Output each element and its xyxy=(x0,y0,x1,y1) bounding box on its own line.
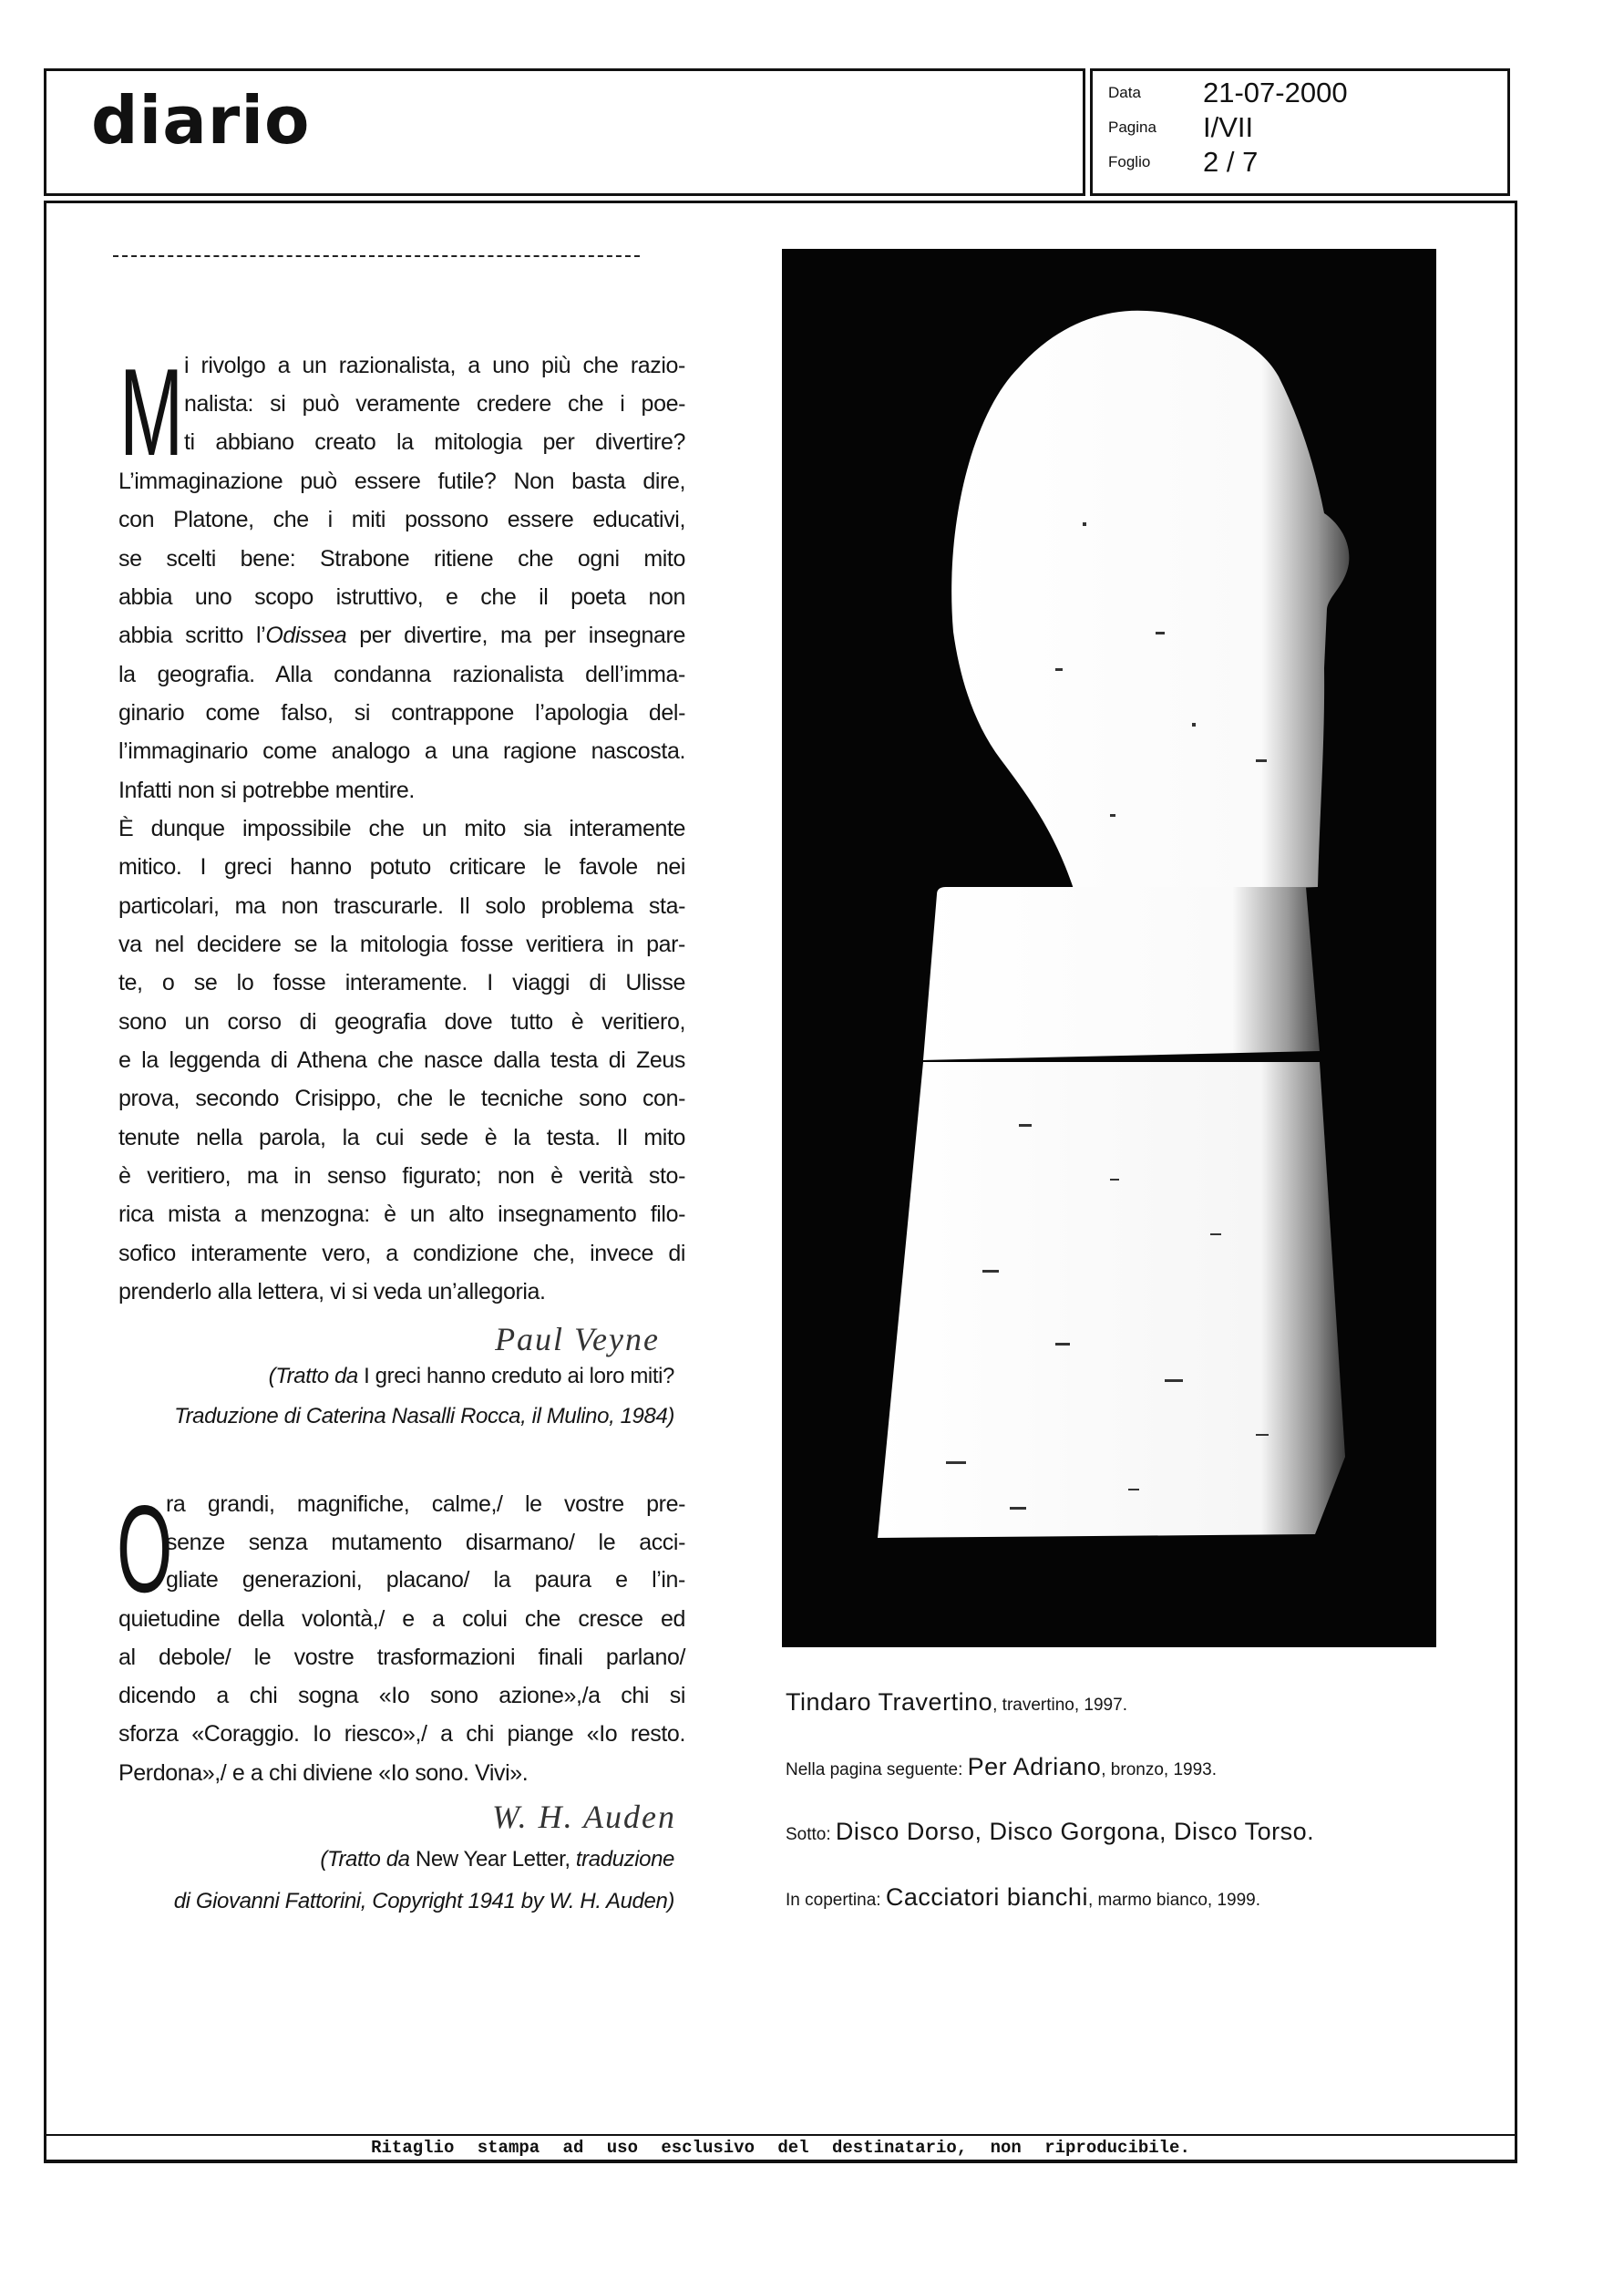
text-line: e la leggenda di Athena che nasce dalla testa di Zeus xyxy=(118,1047,685,1073)
text-line: rica mista a menzogna: è un alto insegnamento filo- xyxy=(118,1201,685,1227)
text-line: è veritiero, ma in senso figurato; non è verità sto- xyxy=(118,1163,685,1189)
dropcap-o: O xyxy=(117,1480,173,1618)
caption-prefix: Sotto: xyxy=(786,1825,836,1844)
artwork-title: Tindaro Travertino xyxy=(786,1688,993,1716)
source-attribution-auden-2: di Giovanni Fattorini, Copyright 1941 by W. H. Auden) xyxy=(173,1889,674,1913)
newspaper-logo: diario xyxy=(91,82,311,159)
text-line: L’immaginazione può essere futile? Non basta dire, xyxy=(118,469,685,494)
source-attribution-veyne-1 xyxy=(269,1364,674,1389)
meta-value-page: I/VII xyxy=(1203,111,1254,143)
meta-value-date: 21-07-2000 xyxy=(1203,77,1348,108)
text-line: ti abbiano creato la mitologia per divertire? xyxy=(184,429,685,455)
text-line: prova, secondo Crisippo, che le tecniche sono con- xyxy=(118,1086,685,1111)
text-line: ginario come falso, si contrappone l’apologia del- xyxy=(118,700,685,726)
text-line: nalista: si può veramente credere che i poe- xyxy=(184,391,685,417)
text-line: l’immaginario come analogo a una ragione nascosta. xyxy=(118,738,685,764)
artwork-title: Disco Dorso, Disco Gorgona, Disco Torso. xyxy=(835,1818,1315,1845)
text-line-odissea xyxy=(118,616,685,655)
text-line: Infatti non si potrebbe mentire. xyxy=(118,778,415,803)
text-line: particolari, ma non trascurarle. Il solo problema sta- xyxy=(118,893,685,919)
caption-dischi xyxy=(786,1818,1314,1846)
text-line: prenderlo alla lettera, vi si veda un’allegoria. xyxy=(118,1279,546,1304)
meta-label-pagina: Pagina xyxy=(1108,119,1156,136)
text-line: senze senza mutamento disarmano/ le acci- xyxy=(166,1530,685,1555)
attr-book-title: I greci hanno creduto ai loro miti? xyxy=(357,1364,674,1388)
text-line: va nel decidere se la mitologia fosse veritiera in par- xyxy=(118,932,685,957)
text-line: sono un corso di geografia dove tutto è veritiero, xyxy=(118,1009,685,1035)
caption-per-adriano xyxy=(786,1753,1217,1781)
meta-value-sheet: 2 / 7 xyxy=(1203,146,1259,178)
text-line: la geografia. Alla condanna razionalista dell’imma- xyxy=(118,662,685,687)
attr-italic: (Tratto da xyxy=(320,1847,410,1872)
dropcap-m: M xyxy=(119,343,184,481)
attr-italic: traduzione xyxy=(570,1847,674,1872)
text-line: dicendo a chi sogna «Io sono azione»,/a chi si xyxy=(118,1683,685,1708)
source-attribution-veyne-2: Traduzione di Caterina Nasalli Rocca, il Mulino, 1984) xyxy=(174,1404,674,1428)
caption-prefix: In copertina: xyxy=(786,1891,886,1910)
author-signature-veyne: Paul Veyne xyxy=(495,1321,660,1357)
text-line: sforza «Coraggio. Io riesco»,/ a chi piange «Io resto. xyxy=(118,1721,685,1747)
meta-label-foglio: Foglio xyxy=(1108,153,1151,170)
book-title-odissea: Odissea xyxy=(265,623,347,648)
text-line: ra grandi, magnifiche, calme,/ le vostre pre- xyxy=(166,1491,685,1517)
meta-label-data: Data xyxy=(1108,84,1141,101)
artwork-title: Cacciatori bianchi xyxy=(885,1883,1088,1911)
attr-book-title: New Year Letter, xyxy=(409,1847,570,1872)
author-signature-auden: W. H. Auden xyxy=(492,1799,676,1835)
text-line: i rivolgo a un razionalista, a uno più che razio- xyxy=(184,353,685,378)
reproduction-notice: Ritaglio stampa ad uso esclusivo del destinatario, non riproducibile. xyxy=(371,2138,1190,2158)
text-line: abbia uno scopo istruttivo, e che il poeta non xyxy=(118,584,685,610)
text-line: gliate generazioni, placano/ la paura e l’in- xyxy=(166,1567,685,1593)
text-line: mitico. I greci hanno potuto criticare le favole nei xyxy=(118,854,685,880)
caption-details: , travertino, 1997. xyxy=(992,1696,1127,1715)
sculpture-pedestal xyxy=(878,1062,1345,1538)
artwork-title: Per Adriano xyxy=(967,1753,1102,1780)
sculpture-illustration xyxy=(782,249,1436,1647)
text-line: te, o se lo fosse interamente. I viaggi di Ulisse xyxy=(118,970,685,995)
text-run: per divertire, ma per insegnare xyxy=(346,623,685,648)
caption-details: , bronzo, 1993. xyxy=(1101,1760,1218,1779)
footer-divider xyxy=(44,2134,1517,2136)
attr-italic: (Tratto da xyxy=(268,1364,358,1388)
decorative-rule xyxy=(113,255,640,257)
source-attribution-auden-1 xyxy=(320,1847,674,1872)
text-line: Perdona»,/ e a chi diviene «Io sono. Vivi». xyxy=(118,1760,529,1786)
text-line: quietudine della volontà,/ e a colui che cresce ed xyxy=(118,1606,685,1632)
caption-prefix: Nella pagina seguente: xyxy=(786,1760,968,1779)
text-run: abbia scritto l’ xyxy=(118,623,266,648)
text-line: tenute nella parola, la cui sede è la testa. Il mito xyxy=(118,1125,685,1150)
text-line: È dunque impossibile che un mito sia interamente xyxy=(118,816,685,841)
text-line: sofico interamente vero, a condizione che, invece di xyxy=(118,1241,685,1266)
caption-cacciatori-bianchi xyxy=(786,1883,1260,1912)
text-line: con Platone, che i miti possono essere educativi, xyxy=(118,507,685,532)
caption-tindaro-travertino xyxy=(786,1688,1127,1717)
caption-details: , marmo bianco, 1999. xyxy=(1087,1891,1260,1910)
text-line: al debole/ le vostre trasformazioni finali parlano/ xyxy=(118,1645,685,1670)
sculpture-photo xyxy=(782,249,1436,1647)
sculpture-upper-block xyxy=(923,887,1320,1060)
text-line: se scelti bene: Strabone ritiene che ogni mito xyxy=(118,546,685,572)
